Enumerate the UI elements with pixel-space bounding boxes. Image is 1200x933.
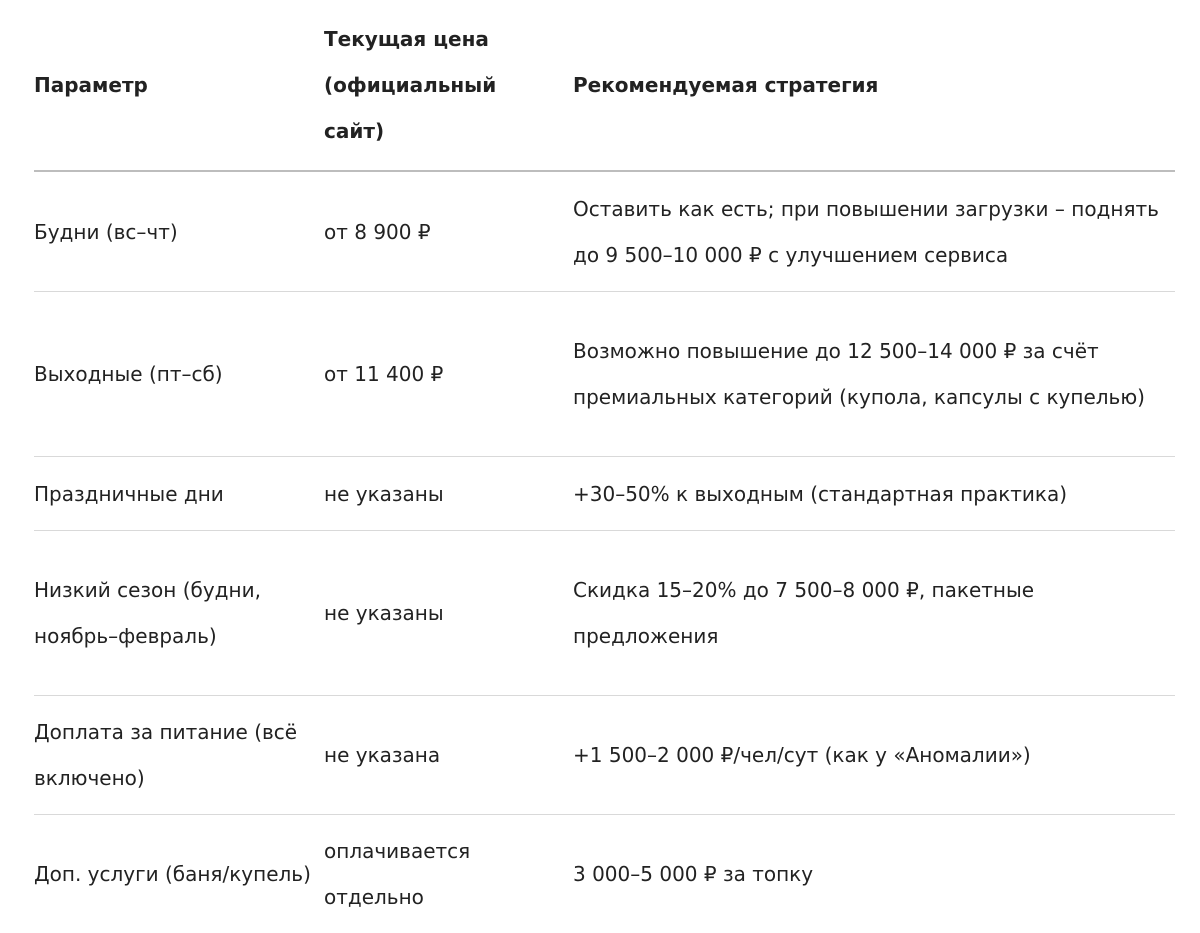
cell-strategy: +1 500–2 000 ₽/чел/сут (как у «Аномалии»)	[573, 696, 1175, 815]
cell-strategy: Возможно повышение до 12 500–14 000 ₽ за счёт премиальных категорий (купола, капсулы с купелью)	[573, 292, 1175, 457]
cell-strategy: Оставить как есть; при повышении загрузки – поднять до 9 500–10 000 ₽ с улучшением сервиса	[573, 171, 1175, 292]
cell-current-price: не указаны	[324, 457, 573, 531]
table-row	[34, 292, 1175, 457]
header-current-price: Текущая цена (официальный сайт)	[324, 0, 573, 171]
cell-strategy: 3 000–5 000 ₽ за топку	[573, 815, 1175, 933]
header-parameter: Параметр	[34, 0, 324, 171]
cell-current-price: от 8 900 ₽	[324, 171, 573, 292]
table-row	[34, 171, 1175, 292]
cell-current-price: от 11 400 ₽	[324, 292, 573, 457]
cell-strategy: +30–50% к выходным (стандартная практика)	[573, 457, 1175, 531]
cell-strategy: Скидка 15–20% до 7 500–8 000 ₽, пакетные предложения	[573, 531, 1175, 696]
header-recommended-strategy: Рекомендуемая стратегия	[573, 0, 1175, 171]
cell-parameter: Низкий сезон (будни, ноябрь–февраль)	[34, 531, 324, 696]
cell-current-price: оплачивается отдельно	[324, 815, 573, 933]
cell-parameter: Будни (вс–чт)	[34, 171, 324, 292]
cell-parameter: Праздничные дни	[34, 457, 324, 531]
table-header-row	[34, 0, 1175, 171]
table-row	[34, 457, 1175, 531]
cell-parameter: Доп. услуги (баня/купель)	[34, 815, 324, 933]
table-row	[34, 696, 1175, 815]
table-row	[34, 815, 1175, 933]
cell-current-price: не указана	[324, 696, 573, 815]
table-row	[34, 531, 1175, 696]
cell-parameter: Выходные (пт–сб)	[34, 292, 324, 457]
pricing-table-container	[34, 0, 1175, 933]
cell-current-price: не указаны	[324, 531, 573, 696]
pricing-strategy-table	[34, 0, 1175, 933]
cell-parameter: Доплата за питание (всё включено)	[34, 696, 324, 815]
